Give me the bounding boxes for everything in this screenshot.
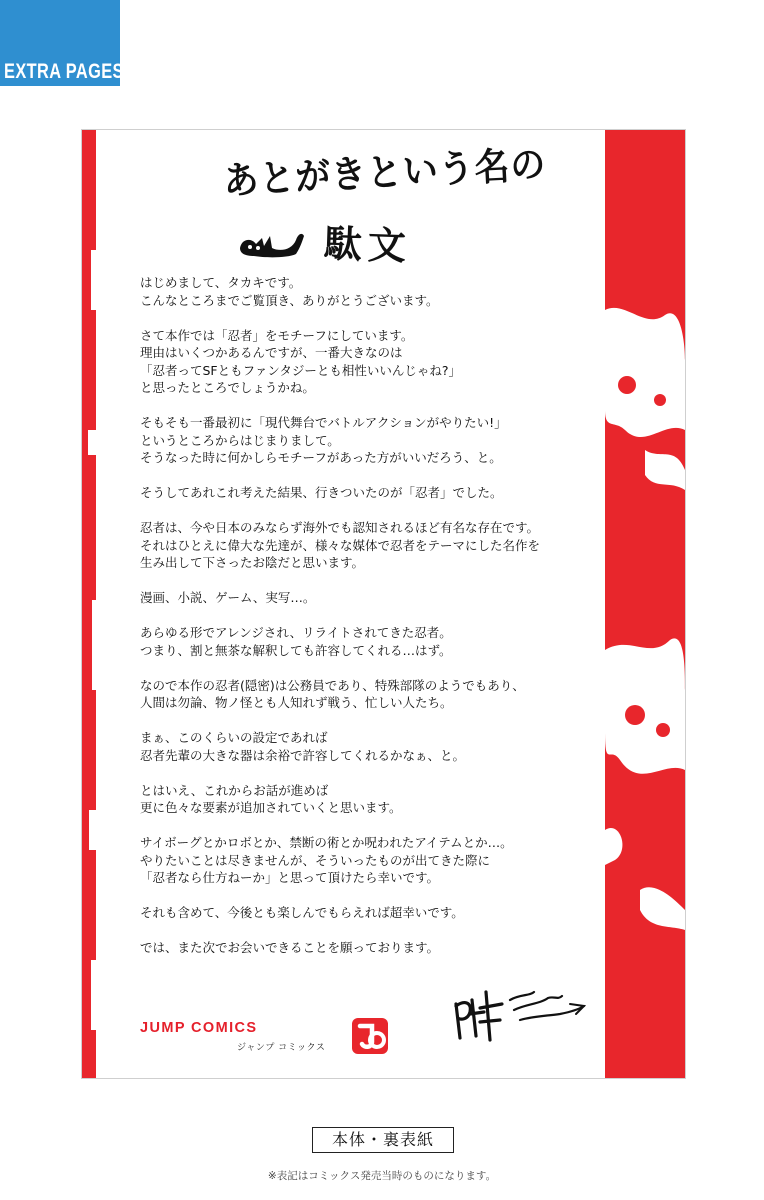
paragraph [140,589,610,607]
red-splatter-left [82,130,96,1078]
logo-kana: ジャンプ コミックス [237,1043,326,1053]
afterword-page [81,129,686,1079]
text-line: つまり、割と無茶な解釈しても許容してくれる…はず。 [140,642,452,658]
afterword-body [140,274,610,974]
text-line: というところからはじまりまして。 [140,432,340,448]
text-line: 生み出して下さったお陰だと思います。 [140,555,365,570]
paragraph [140,327,610,397]
text-line: はじめまして、タカキです。 [140,275,302,290]
cover-caption: 本体・裏表紙 [312,1127,454,1153]
text-line: 理由はいくつかあるんですが、一番大きなのは [140,345,403,360]
text-line: それはひとえに偉大な先達が、様々な媒体で忍者をテーマにした名作を [140,537,541,553]
text-line: そうなった時に何かしらモチーフがあった方がいいだろう、と。 [140,450,502,465]
text-line: 「忍者ってSFともファンタジーとも相性いいんじゃね?」 [140,362,462,378]
paragraph [140,782,610,817]
paragraph [140,274,610,309]
text-line: そもそも一番最初に「現代舞台でバトルアクションがやりたい!」 [140,415,507,430]
text-line: 漫画、小説、ゲーム、実写…。 [140,590,316,605]
text-line: さて本作では「忍者」をモチーフにしています。 [140,327,414,343]
afterword-title-sub: 駄文 [323,220,413,269]
text-line: とはいえ、これからお話が進めば [140,782,329,798]
paragraph [140,677,610,712]
black-cat-icon [236,218,306,262]
jump-comics-logo [140,1020,380,1060]
text-line: 更に色々な要素が追加されていくと思います。 [140,800,402,815]
text-line: まぁ、このくらいの設定であれば [140,730,328,745]
author-signature [450,970,590,1050]
text-line: あらゆる形でアレンジされ、リライトされてきた忍者。 [140,625,452,640]
logo-wordmark: JUMP COMICS [140,1020,258,1036]
text-line: サイボーグとかロボとか、禁断の術とか呪われたアイテムとか…。 [140,835,513,850]
text-line: 人間は勿論、物ノ怪とも人知れず戦う、忙しい人たち。 [140,695,453,710]
text-line: なので本作の忍者(隠密)は公務員であり、特殊部隊のようでもあり、 [140,677,525,693]
jump-comics-mark-icon [350,1016,390,1056]
text-line: そうしてあれこれ考えた結果、行きついたのが「忍者」でした。 [140,485,503,500]
text-line: やりたいことは尽きませんが、そういったものが出てきた際に [140,852,491,868]
paragraph [140,519,610,572]
text-line: と思ったところでしょうかね。 [140,380,315,395]
paragraph [140,414,610,467]
red-splatter-right [605,130,685,1078]
text-line: それも含めて、今後とも楽しんでもらえれば超幸いです。 [140,905,464,920]
afterword-title: あとがきという名の [222,141,548,203]
paragraph [140,484,610,502]
paragraph [140,624,610,659]
text-line: 「忍者なら仕方ねーか」と思って頂けたら幸いです。 [140,870,440,885]
paragraph [140,834,610,887]
text-line: 忍者は、今や日本のみならず海外でも認知されるほど有名な存在です。 [140,520,540,535]
paragraph [140,904,610,922]
extra-pages-label: EXTRA PAGES [4,60,124,83]
footnote: ※表記はコミックス発売当時のものになります。 [267,1170,497,1182]
paragraph [140,729,610,764]
text-line: では、また次でお会いできることを願っております。 [140,940,440,955]
text-line: 忍者先輩の大きな器は余裕で許容してくれるかなぁ、と。 [140,747,466,763]
paragraph [140,939,610,957]
extra-pages-tab [0,0,124,86]
text-line: こんなところまでご覧頂き、ありがとうございます。 [140,292,439,308]
